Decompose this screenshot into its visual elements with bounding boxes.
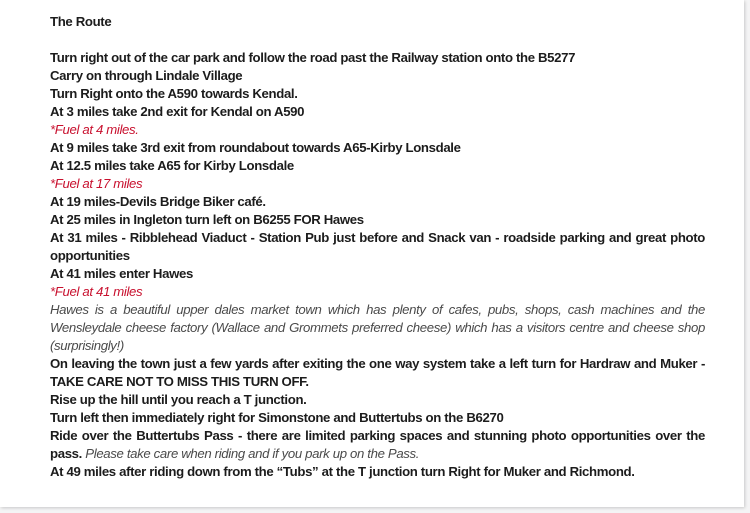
safety-note: Please take care when riding and if you park up on the Pass. — [81, 446, 420, 461]
route-step: At 41 miles enter Hawes — [50, 266, 193, 281]
route-step: On leaving the town just a few yards after exiting the one way system take a left turn for Hardraw and Muker - TAKE CARE NOT TO MISS THIS TURN OFF. — [50, 356, 705, 389]
route-step: Turn Right onto the A590 towards Kendal. — [50, 86, 298, 101]
route-step: At 9 miles take 3rd exit from roundabout towards A65-Kirby Lonsdale — [50, 140, 461, 155]
buttertubs-text: Ride over the Buttertubs Pass - there are limited parking spaces and stunning photo opportunities over the pass. — [50, 428, 705, 461]
route-step: Rise up the hill until you reach a T junction. — [50, 392, 307, 407]
hawes-description: Hawes is a beautiful upper dales market town which has plenty of cafes, pubs, shops, cash machines and the Wensleydale cheese factory (Wallace and Grommets preferred cheese) which has a visitors centre and cheese shop (surprisingly!) — [50, 302, 705, 353]
route-step: Carry on through Lindale Village — [50, 68, 243, 83]
route-document — [50, 13, 705, 481]
fuel-note: *Fuel at 17 miles — [50, 176, 143, 191]
route-step: At 12.5 miles take A65 for Kirby Lonsdale — [50, 158, 294, 173]
route-step-buttertubs — [50, 427, 705, 463]
fuel-note: *Fuel at 41 miles — [50, 284, 143, 299]
route-step: At 31 miles - Ribblehead Viaduct - Station Pub just before and Snack van - roadside parking and great photo opportunities — [50, 230, 705, 263]
route-step: At 19 miles-Devils Bridge Biker café. — [50, 194, 266, 209]
route-step: At 25 miles in Ingleton turn left on B6255 FOR Hawes — [50, 212, 364, 227]
route-step: Turn right out of the car park and follow the road past the Railway station onto the B5277 — [50, 50, 576, 65]
document-title: The Route — [50, 14, 112, 29]
route-step: At 3 miles take 2nd exit for Kendal on A590 — [50, 104, 305, 119]
route-step: At 49 miles after riding down from the “Tubs” at the T junction turn Right for Muker and Richmond. — [50, 464, 635, 479]
fuel-note: *Fuel at 4 miles. — [50, 122, 139, 137]
route-step: Turn left then immediately right for Simonstone and Buttertubs on the B6270 — [50, 410, 504, 425]
